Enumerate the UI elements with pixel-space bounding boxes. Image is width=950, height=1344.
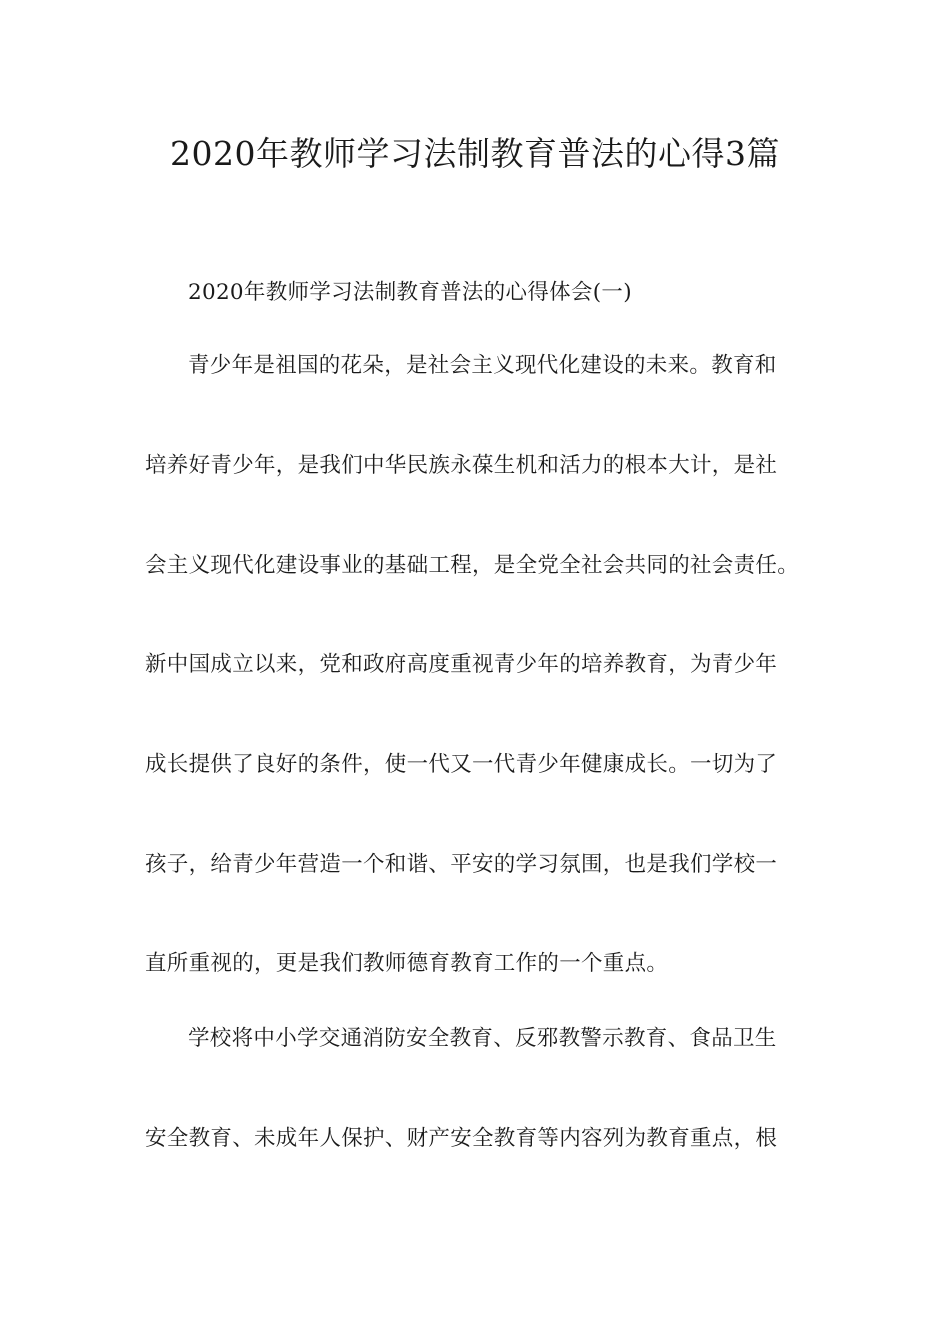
paragraph-line: 新中国成立以来，党和政府高度重视青少年的培养教育，为青少年 [145,652,778,677]
paragraph-line: 安全教育、未成年人保护、财产安全教育等内容列为教育重点，根 [145,1126,778,1151]
paragraph-line: 培养好青少年，是我们中华民族永葆生机和活力的根本大计，是社 [145,453,778,478]
document-title: 2020年教师学习法制教育普法的心得3篇 [170,134,780,173]
paragraph-line: 成长提供了良好的条件，使一代又一代青少年健康成长。一切为了 [145,752,778,777]
paragraph-line: 会主义现代化建设事业的基础工程，是全党全社会共同的社会责任。 [145,553,800,578]
section-heading: 2020年教师学习法制教育普法的心得体会(一) [188,280,632,305]
paragraph-line: 直所重视的，更是我们教师德育教育工作的一个重点。 [145,951,669,976]
paragraph-line: 学校将中小学交通消防安全教育、反邪教警示教育、食品卫生 [188,1026,777,1051]
paragraph-line: 孩子，给青少年营造一个和谐、平安的学习氛围，也是我们学校一 [145,852,778,877]
paragraph-line: 青少年是祖国的花朵，是社会主义现代化建设的未来。教育和 [188,353,777,378]
